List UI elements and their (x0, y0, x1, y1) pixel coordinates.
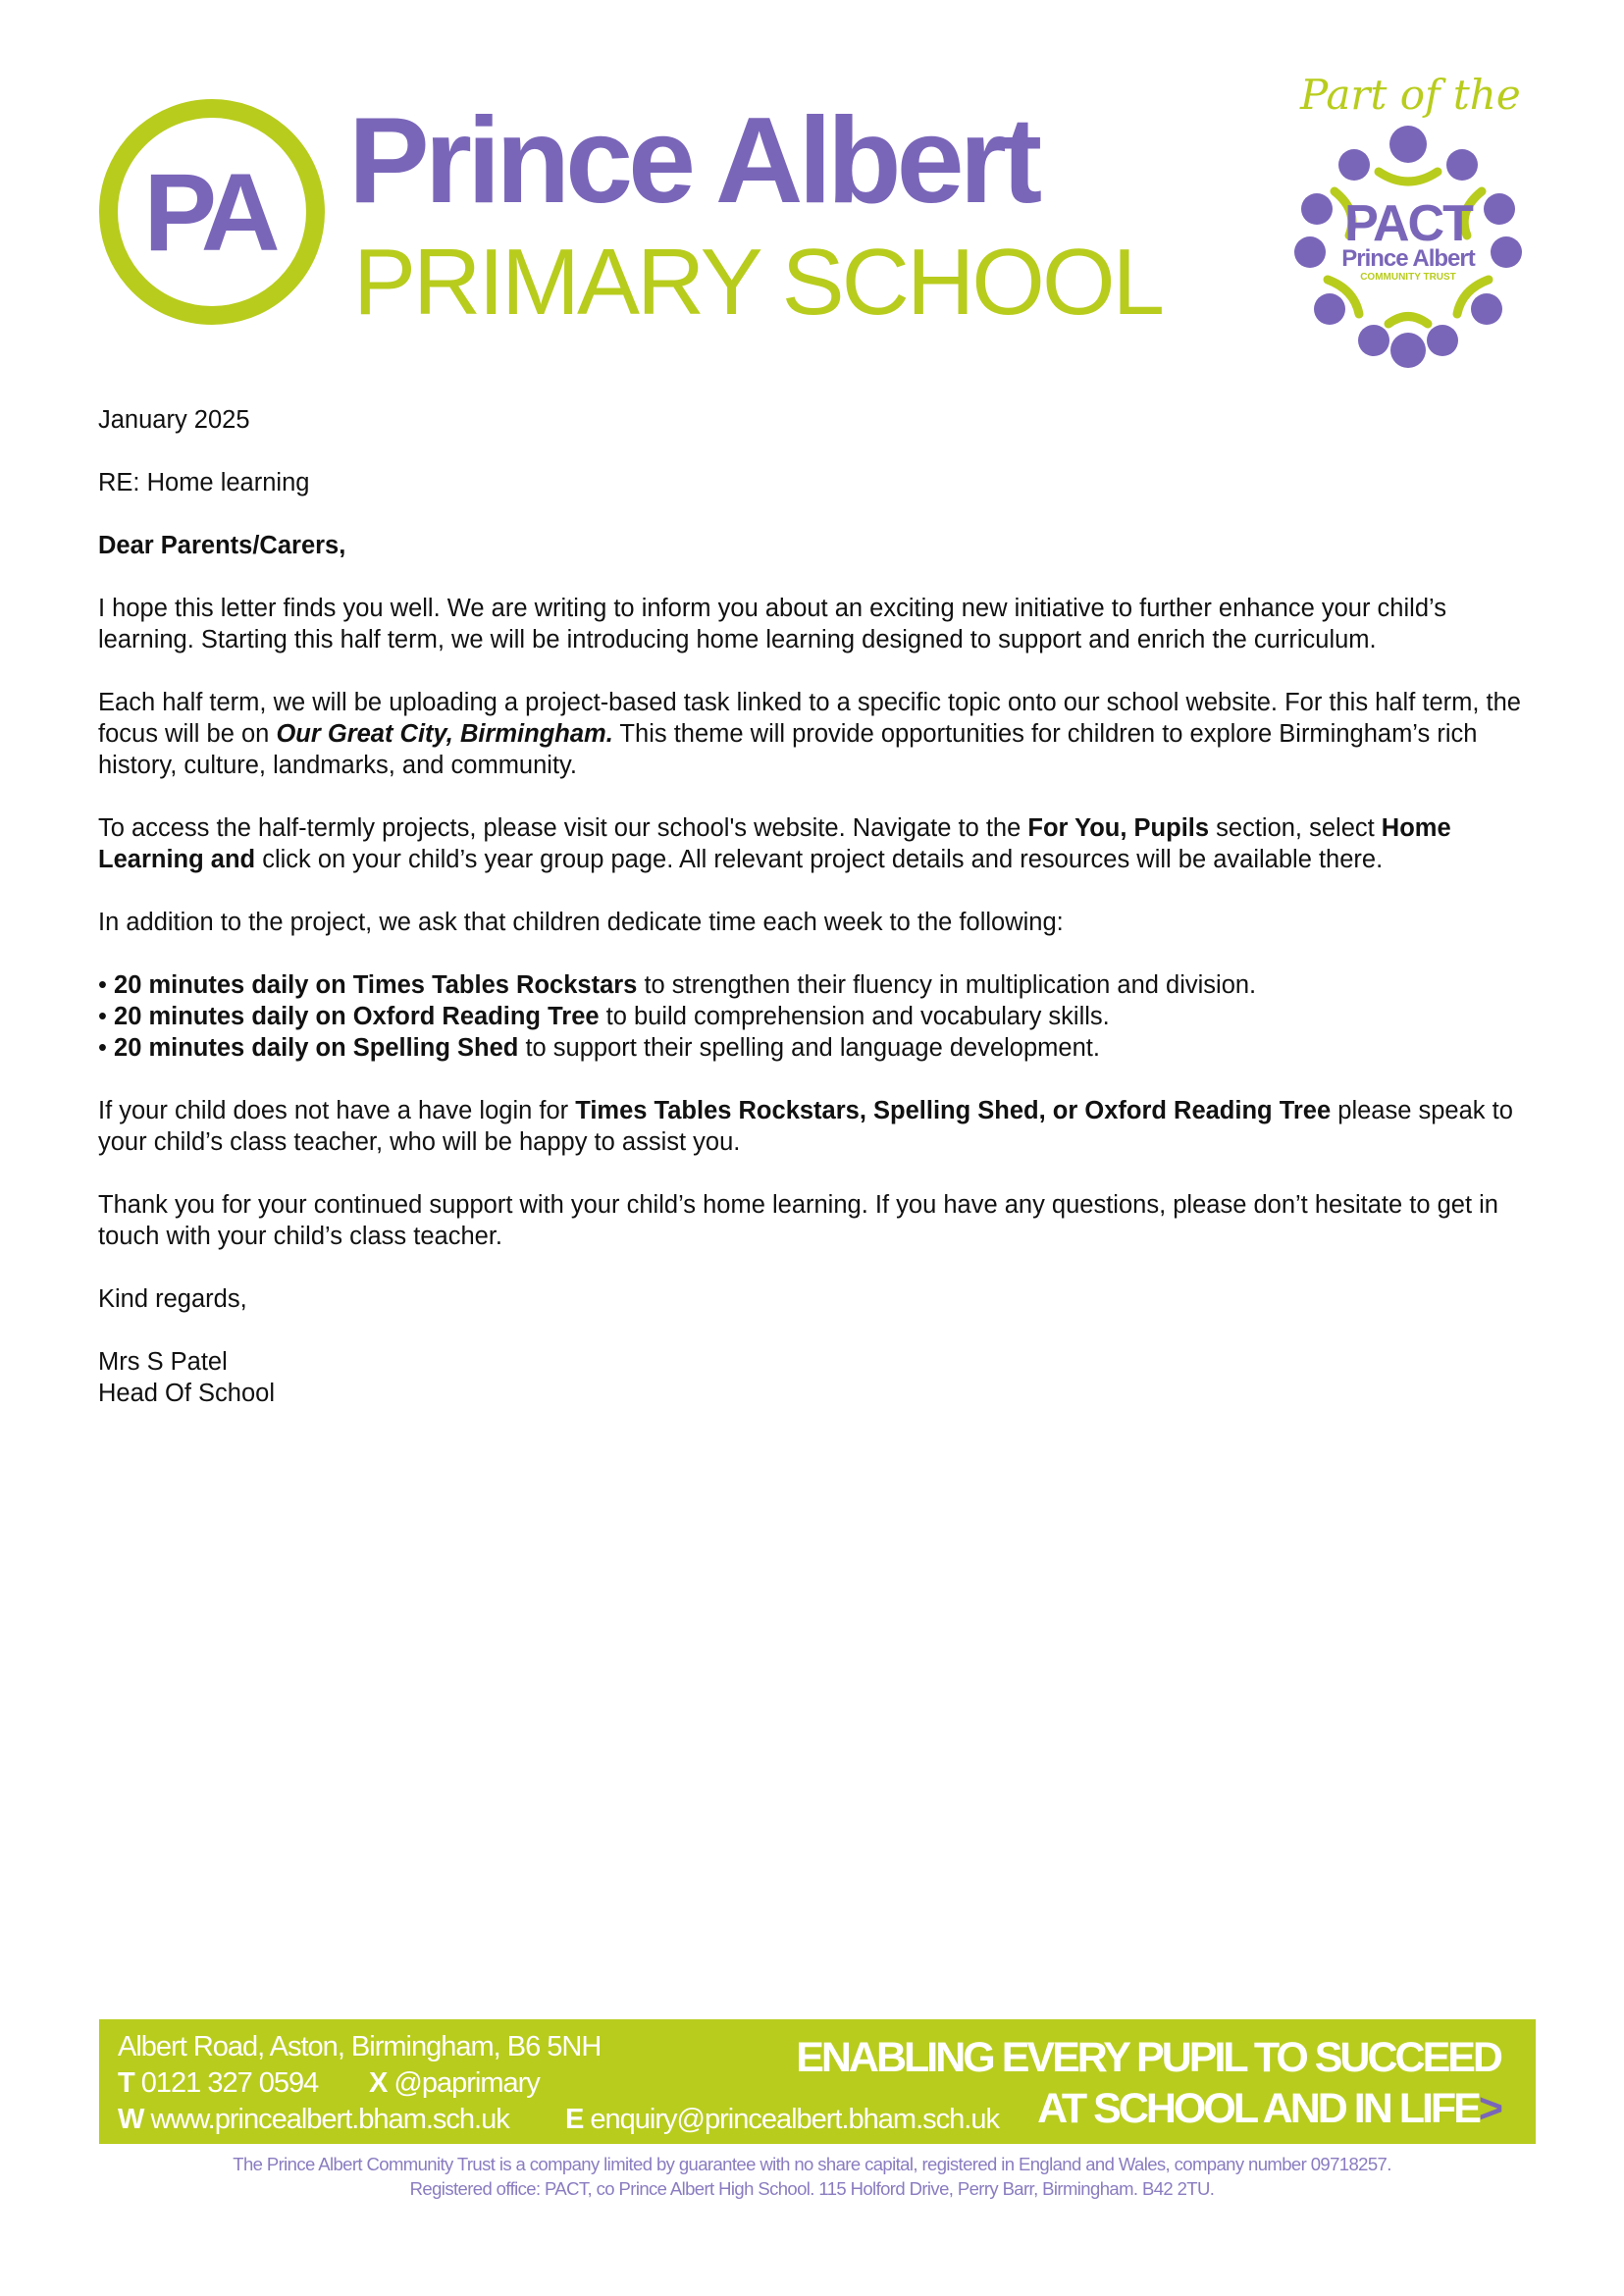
footer-website[interactable]: W www.princealbert.bham.sch.uk (118, 2104, 509, 2135)
intro-paragraph: I hope this letter finds you well. We are writing to inform you about an exciting new initiative to further enhance your child’s learning. Starting this half term, we will be introducing home learning designed to support and enrich the curriculum. (98, 595, 1446, 653)
footer-phone: T 0121 327 0594 (118, 2067, 319, 2099)
legal-line-2: Registered office: PACT, co Prince Albert High School. 115 Holford Drive, Perry Barr, Birmingham. B42 2TU. (409, 2178, 1215, 2199)
signatory-name: Mrs S Patel (98, 1348, 228, 1376)
footer-x-handle[interactable]: X @paprimary (369, 2067, 540, 2099)
addition-paragraph: In addition to the project, we ask that children dedicate time each week to the following: (98, 909, 1064, 936)
footer-tagline-1: ENABLING EVERY PUPIL TO SUCCEED (796, 2034, 1500, 2081)
bullet-item: • 20 minutes daily on Oxford Reading Tree to build comprehension and vocabulary skills. (98, 1003, 1110, 1030)
pact-logo (1281, 123, 1536, 373)
thanks-paragraph: Thank you for your continued support with your child’s home learning. If you have any questions, please don’t hesitate to get in touch with your child’s class teacher. (98, 1191, 1498, 1250)
letter-body (98, 404, 1531, 1409)
closing: Kind regards, (98, 1285, 247, 1313)
footer-tagline-2: AT SCHOOL AND IN LIFE> (1037, 2085, 1500, 2132)
letter-date: January 2025 (98, 406, 250, 434)
access-section-name: For You, Pupils (1027, 814, 1210, 842)
arrow-icon: > (1478, 2085, 1500, 2132)
login-paragraph: If your child does not have a have login for Times Tables Rockstars, Spelling Shed, or Oxford Reading Tree please speak to your child’s class teacher, who will be happy to assist you. (98, 1097, 1513, 1156)
bullet-item: • 20 minutes daily on Spelling Shed to support their spelling and language development. (98, 1034, 1100, 1062)
pact-acronym: PACT (1344, 195, 1472, 252)
school-name: Prince Albert (348, 93, 1038, 229)
letter-subject: RE: Home learning (98, 469, 310, 496)
footer-email[interactable]: E enquiry@princealbert.bham.sch.uk (565, 2104, 999, 2135)
project-topic: Our Great City, Birmingham. (276, 720, 613, 748)
footer-bar (99, 2019, 1536, 2144)
bullet-item: • 20 minutes daily on Times Tables Rockstars to strengthen their fluency in multiplication and division. (98, 971, 1257, 999)
pact-trust: COMMUNITY TRUST (1360, 272, 1456, 283)
project-paragraph: Each half term, we will be uploading a project-based task linked to a specific topic onto our school website. For this half term, the focus will be on Our Great City, Birmingham. This theme will provide opportunities for children to explore Birmingham’s rich history, culture, landmarks, and community. (98, 689, 1521, 779)
logo-initials: PA (143, 150, 273, 274)
signatory-title: Head Of School (98, 1380, 276, 1407)
pact-name: Prince Albert (1341, 245, 1475, 272)
salutation: Dear Parents/Carers, (98, 532, 346, 559)
legal-line-1: The Prince Albert Community Trust is a company limited by guarantee with no share capital, registered in England and Wales, company number 09718257. (233, 2154, 1391, 2174)
footer-address: Albert Road, Aston, Birmingham, B6 5NH (118, 2031, 602, 2062)
logo-ring (99, 99, 325, 325)
access-paragraph: To access the half-termly projects, please visit our school's website. Navigate to the For You, Pupils section, select Home Learning and click on your child’s year group page. All relevant project details and resources will be available there. (98, 814, 1451, 873)
access-home-learning: Home Learning and (98, 814, 1451, 873)
part-of-label: Part of the (1300, 71, 1521, 119)
school-subtitle: PRIMARY SCHOOL (353, 230, 1163, 335)
